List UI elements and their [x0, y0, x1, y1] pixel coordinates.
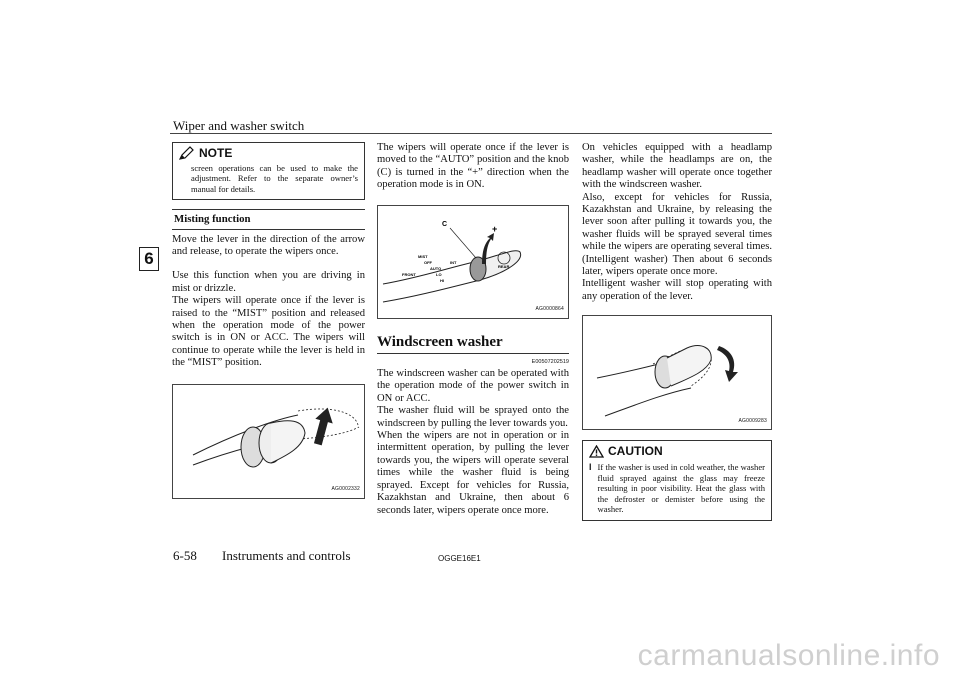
caution-label: CAUTION [608, 444, 663, 459]
caution-item [589, 462, 765, 514]
note-box [172, 142, 365, 200]
washer-lever-illustration [583, 316, 771, 429]
lever-label-hi: HI [440, 277, 444, 283]
misting-para-3: The wipers will operate once if the lever is raised to the “MIST” position and released when the operation mode of the power switch is in ON or ACC. The wipers will continue to operate while the lever is held in the “MIST” position. [172, 295, 365, 369]
column-left [172, 142, 365, 499]
lever-label-off: OFF [424, 259, 432, 265]
note-pencil-icon [179, 146, 195, 160]
auto-knob-figure [377, 205, 569, 319]
washer-heading: Windscreen washer [377, 333, 503, 350]
caution-bullet: l [589, 462, 592, 473]
washer-section-header [377, 333, 569, 354]
footer-section-title: Instruments and controls [222, 548, 351, 563]
wiper-lever-illustration [378, 206, 568, 318]
washer-para-1: The windscreen washer can be operated with the operation mode of the power switch in ON or ACC. [377, 368, 569, 404]
lever-label-int: INT [450, 259, 457, 265]
misting-figure [172, 384, 365, 499]
mist-lever-illustration [173, 385, 364, 498]
header-rule [170, 133, 772, 134]
note-text: screen operations can be used to make the adjustment. Refer to the separate owner’s manual for details. [191, 163, 358, 194]
column-middle [377, 142, 569, 517]
misting-para-1: Move the lever in the direction of the arrow and release, to operate the wipers once. [172, 233, 365, 258]
intelligent-washer-para: Also, except for vehicles for Russia, Kazakhstan and Ukraine, by releasing the lever soon after pulling it towards you, the washer fluids will be sprayed several times while the wipers are operating several times. (Intelligent washer) Then about 6 seconds later, wipers operate once more. [582, 191, 772, 278]
label-c: C [442, 220, 448, 228]
lever-label-rear: REAR [498, 263, 510, 269]
figure-code: AG0000864 [535, 306, 564, 313]
misting-heading: Misting function [172, 209, 365, 229]
column-right [582, 142, 772, 521]
chapter-tab: 6 [139, 247, 159, 271]
warning-triangle-icon [589, 445, 604, 458]
washer-para-3: When the wipers are not in operation or in intermittent operation, by pulling the lever towards you, the wipers will operate several times while the washer fluid is being sprayed. Except for vehicles for Russia, Kazakhstan and Ukraine, then about 6 seconds later, wipers operate once more. [377, 430, 569, 516]
watermark: carmanualsonline.info [637, 639, 940, 672]
caution-text: If the washer is used in cold weather, the washer fluid sprayed against the glass may freeze resulting in poor visibility. Heat the glass with the defroster or demister before using the washer. [597, 462, 765, 514]
figure-code: AG0002332 [331, 486, 360, 493]
lever-label-front: FRONT [402, 271, 416, 277]
caution-header [589, 443, 765, 459]
intelligent-stop-para: Intelligent washer will stop operating with any operation of the lever. [582, 278, 772, 302]
label-plus: + [492, 223, 498, 234]
caution-box [582, 440, 772, 521]
figure-code: AG0009283 [738, 417, 767, 424]
headlamp-para: On vehicles equipped with a headlamp washer, while the headlamps are on, the headlamp washer will operate once together with the windscreen washer. [582, 142, 772, 191]
washer-para-2: The washer fluid will be sprayed onto the windscreen by pulling the lever towards you. [377, 405, 569, 429]
lever-label-auto: AUTO [430, 265, 442, 271]
note-header [179, 145, 358, 161]
running-header: Wiper and washer switch [173, 118, 305, 133]
washer-section-code: E00507202519 [531, 358, 569, 365]
note-label: NOTE [199, 145, 233, 160]
lever-label-mist: MIST [418, 253, 428, 259]
lever-label-lo: LO [436, 271, 442, 277]
auto-para: The wipers will operate once if the lever is moved to the “AUTO” position and the knob (C) is turned in the “+” direction when the operation mode is in ON. [377, 142, 569, 191]
page-number: 6-58 [173, 548, 197, 563]
washer-figure [582, 315, 772, 430]
misting-para-2: Use this function when you are driving in mist or drizzle. [172, 270, 365, 294]
footer-code: OGGE16E1 [438, 554, 481, 563]
